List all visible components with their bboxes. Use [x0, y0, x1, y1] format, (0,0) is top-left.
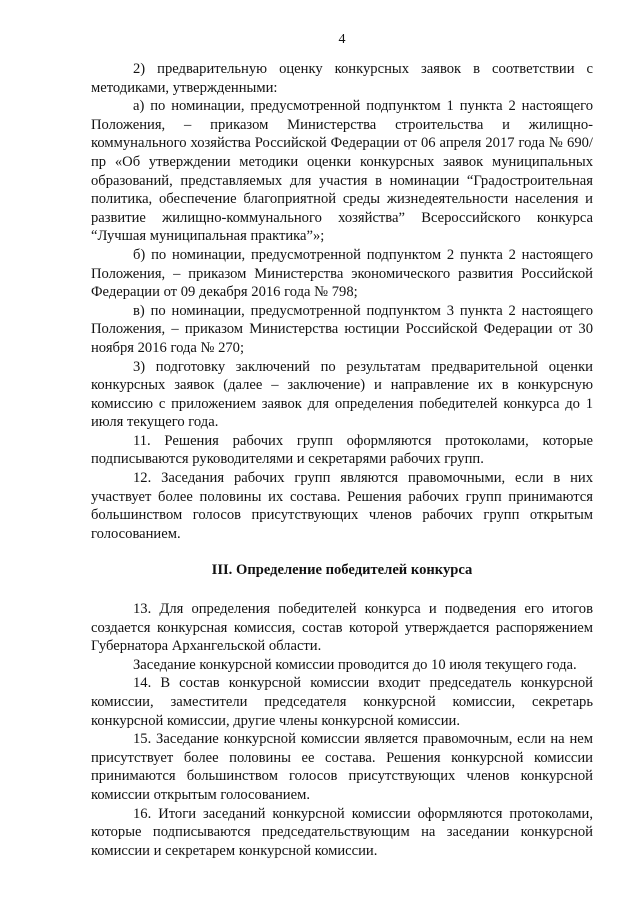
paragraph-b-nomination-2: б) по номинации, предусмотренной подпунктом 2 пункта 2 настоящего Положения, – приказом Министерства экономического развития Российской Федерации от 09 декабря 2016 года № 798; [91, 246, 593, 301]
paragraph-14-composition: 14. В состав конкурсной комиссии входит председатель конкурсной комиссии, заместители председателя конкурсной комиссии, секретарь конкурсной комиссии, другие члены конкурсной комиссии. [91, 675, 593, 729]
paragraph-11-protocols: 11. Решения рабочих групп оформляются протоколами, которые подписываются руководителями и секретарями рабочих групп. [91, 432, 593, 468]
paragraph-v-nomination-3: в) по номинации, предусмотренной подпунктом 3 пункта 2 настоящего Положения, – приказом Министерства юстиции Российской Федерации от 30 ноября 2016 года № 270; [91, 302, 593, 356]
paragraph-commission-meeting-date: Заседание конкурсной комиссии проводится до 10 июля текущего года. [133, 656, 577, 673]
paragraph-16-results: 16. Итоги заседаний конкурсной комиссии оформляются протоколами, которые подписываются председательствующим на заседании конкурсной комиссии и секретарем конкурсной комиссии. [91, 805, 593, 859]
paragraph-12-quorum: 12. Заседания рабочих групп являются правомочными, если в них участвует более половины их состава. Решения рабочих групп принимаются большинством голосов присутствующих членов рабочих групп открытым голосованием. [91, 470, 593, 542]
section-heading: III. Определение победителей конкурса [211, 562, 473, 579]
paragraph-13-commission: 13. Для определения победителей конкурса и подведения его итогов создается конкурсная комиссия, состав которой утверждается распоряжением Губернатора Архангельской области. [91, 601, 593, 655]
paragraph-15-commission-quorum: 15. Заседание конкурсной комиссии является правомочным, если на нем присутствует более половины ее состава. Решения конкурсной комиссии принимаются большинством голосов присутствующих членов конкурсной комиссии открытым голосованием. [91, 731, 593, 803]
page-number: 4 [338, 32, 346, 47]
paragraph-3-conclusions: 3) подготовку заключений по результатам предварительной оценки конкурсных заявок (далее – заключение) и направление их в конкурсную комиссию с приложением заявок для определения победителей конкурса до 1 июля текущего года. [91, 358, 593, 431]
document-page [91, 32, 593, 860]
paragraph-a-nomination-1: а) по номинации, предусмотренной подпунктом 1 пункта 2 настоящего Положения, – приказом Министерства строительства и жилищно-коммунального хозяйства Российской Федерации от 06 апреля 2017 года № 690/пр «Об утверждении методики оценки конкурсных заявок муниципальных образований, представляемых для участия в номинации “Градостроительная политика, обеспечение благоприятной среды жизнедеятельности населения и развитие жилищно-коммунального хозяйства” Всероссийского конкурса “Лучшая муниципальная практика”»; [91, 98, 593, 245]
paragraph-2-preliminary-assessment: 2) предварительную оценку конкурсных заявок в соответствии с методиками, утвержденными: [91, 61, 593, 96]
